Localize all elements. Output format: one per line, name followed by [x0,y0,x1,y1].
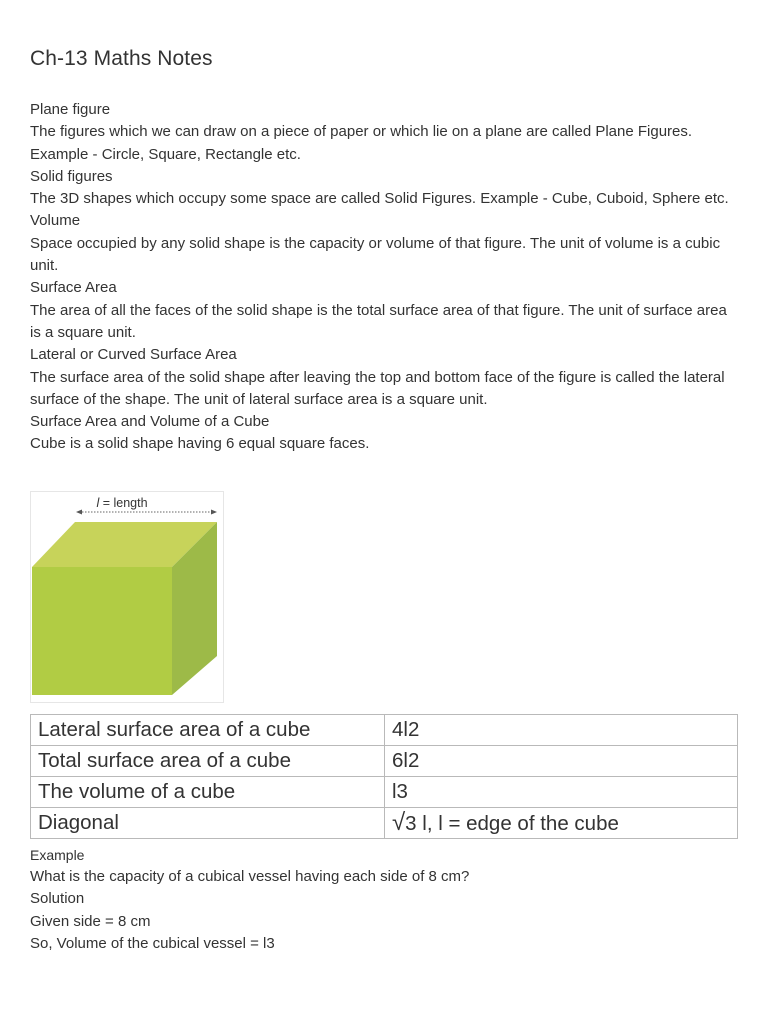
text-surface-area: The area of all the faces of the solid shape is the total surface area of that figure. The unit of surface area is a square unit. [30,301,727,341]
cube-diagram [31,492,223,702]
row-formula-text: 3 l, l = edge of the cube [405,812,619,835]
length-label-var: l [96,496,100,510]
row-formula: 4l2 [385,715,738,746]
table-row [31,777,738,808]
example-section [30,845,738,955]
text-solid-figures: The 3D shapes which occupy some space are called Solid Figures. Example - Cube, Cuboid, Sphere etc. [30,190,729,208]
cube-figure [30,491,224,703]
text-volume: Space occupied by any solid shape is the capacity or volume of that figure. The unit of volume is a cubic unit. [30,234,721,275]
heading-lateral-surface-area: Lateral or Curved Surface Area [30,346,237,364]
length-label-text: = length [99,496,148,510]
row-label: Total surface area of a cube [31,746,385,777]
table-row [31,808,738,839]
heading-plane-figure: Plane figure [30,101,111,118]
solution-volume-line: So, Volume of the cubical vessel = l3 [30,934,275,952]
arrow-left-icon [76,510,82,515]
text-lateral-surface-area: The surface area of the solid shape after leaving the top and bottom face of the figure is called the lateral surface of the shape. The unit of lateral surface area is a square unit. [30,368,725,408]
row-label: Lateral surface area of a cube [31,715,385,746]
example-heading: Example [30,847,85,863]
text-cube: Cube is a solid shape having 6 equal square faces. [30,435,370,453]
row-label: The volume of a cube [31,777,385,808]
page-title: Ch-13 Maths Notes [30,47,213,70]
cube-formula-table [30,714,738,839]
table-row [31,715,738,746]
notes-body [30,99,738,456]
example-question: What is the capacity of a cubical vessel having each side of 8 cm? [30,868,470,885]
heading-surface-area: Surface Area [30,279,117,297]
heading-volume: Volume [30,212,81,230]
heading-solid-figures: Solid figures [30,167,113,185]
solution-heading: Solution [30,890,85,908]
table-row [31,746,738,777]
row-formula [385,808,738,839]
row-formula: 6l2 [385,746,738,777]
heading-cube: Surface Area and Volume of a Cube [30,413,270,431]
row-label: Diagonal [31,808,385,839]
arrow-right-icon [211,510,217,515]
cube-front-face [32,567,172,695]
square-root-icon: √ [392,809,406,836]
length-label [96,496,147,510]
text-plane-figure: The figures which we can draw on a piece of paper or which lie on a plane are called Plane Figures. Example - Circle, Square, Rectangle etc. [30,123,693,163]
solution-given: Given side = 8 cm [30,912,151,930]
row-formula: l3 [385,777,738,808]
